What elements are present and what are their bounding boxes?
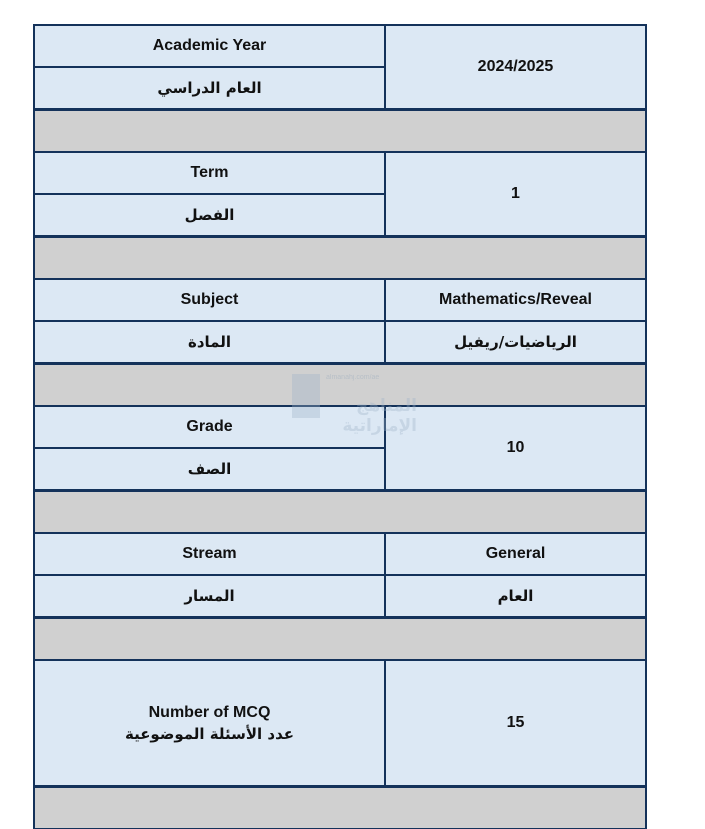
stream-value-en: General	[384, 532, 647, 576]
stream-value-ar: العام	[384, 574, 647, 618]
academic-year-value: 2024/2025	[384, 24, 647, 110]
separator-row	[33, 364, 647, 406]
subject-value-ar: الرياضيات/ريفيل	[384, 320, 647, 364]
grade-label-en: Grade	[33, 405, 386, 449]
term-value: 1	[384, 151, 647, 237]
subject-label-en: Subject	[33, 278, 386, 322]
mcq-label-en: Number of MCQ	[148, 703, 271, 721]
exam-info-table	[33, 24, 647, 824]
separator-row	[33, 618, 647, 660]
watermark-url: almanahj.com/ae	[326, 374, 380, 381]
term-label-ar: الفصل	[33, 193, 386, 237]
separator-row	[33, 110, 647, 152]
subject-label-ar: المادة	[33, 320, 386, 364]
separator-row	[33, 787, 647, 829]
mcq-value: 15	[384, 659, 647, 787]
stream-label-ar: المسار	[33, 574, 386, 618]
grade-label-ar: الصف	[33, 447, 386, 491]
separator-row	[33, 491, 647, 533]
mcq-label	[33, 659, 386, 787]
stream-label-en: Stream	[33, 532, 386, 576]
mcq-label-ar: عدد الأسئلة الموضوعية	[124, 724, 295, 743]
subject-value-en: Mathematics/Reveal	[384, 278, 647, 322]
watermark-name: المناهج الإماراتية	[342, 396, 417, 436]
academic-year-label-en: Academic Year	[33, 24, 386, 68]
grade-value: 10	[384, 405, 647, 491]
term-label-en: Term	[33, 151, 386, 195]
separator-row	[33, 237, 647, 279]
academic-year-label-ar: العام الدراسي	[33, 66, 386, 110]
